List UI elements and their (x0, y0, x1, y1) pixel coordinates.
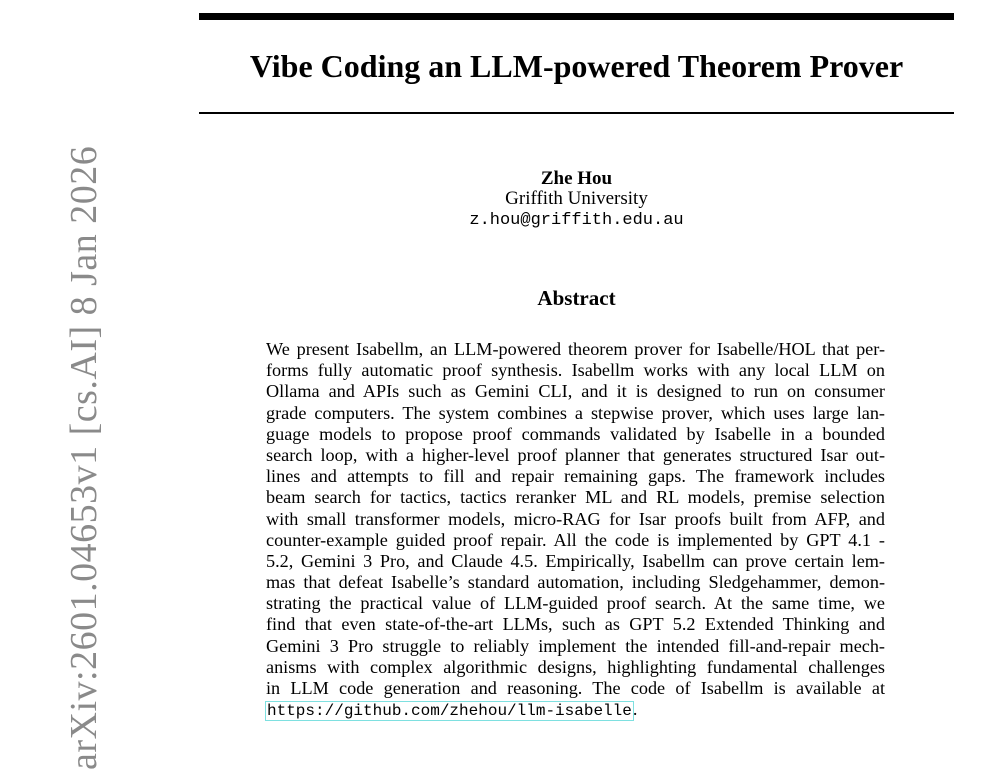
paper-title: Vibe Coding an LLM-powered Theorem Prover (249, 48, 904, 84)
abstract-line: in LLM code generation and reasoning. The code of Isabellm is available at (266, 678, 885, 698)
repo-link[interactable]: https://github.com/zhehou/llm-isabelle (267, 702, 632, 721)
arxiv-stamp (0, 0, 105, 770)
abstract-line: counter-example guided proof repair. All the code is implemented by GPT 4.1 - (266, 529, 885, 550)
abstract-line: find that even state-of-the-art LLMs, such as GPT 5.2 Extended Thinking and (266, 614, 885, 635)
abstract-line: anisms with complex algorithmic designs, highlighting fundamental challenges (266, 656, 885, 677)
abstract-line: Ollama and APIs such as Gemini CLI, and it is designed to run on consumer (266, 381, 885, 402)
abstract-line: strating the practical value of LLM-guided proof search. At the same time, we (266, 593, 885, 614)
abstract-line: with small transformer models, micro-RAG for Isar proofs built from AFP, and (266, 508, 885, 529)
title-top-rule (199, 13, 954, 20)
title-bottom-rule (199, 112, 954, 114)
abstract-line: 5.2, Gemini 3 Pro, and Claude 4.5. Empirically, Isabellm can prove certain lem- (266, 550, 885, 571)
abstract-line-last (266, 699, 885, 720)
abstract-line: grade computers. The system combines a stepwise prover, which uses large lan- (266, 402, 885, 423)
abstract-heading: Abstract (537, 286, 616, 310)
abstract-line: We present Isabellm, an LLM-powered theorem prover for Isabelle/HOL that per- (266, 339, 885, 359)
abstract-line: lines and attempts to fill and repair remaining gaps. The framework includes (266, 466, 885, 487)
arxiv-identifier: arXiv:2601.04653v1 [cs.AI] 8 Jan 2026 (63, 145, 105, 770)
author-name: Zhe Hou (540, 168, 613, 189)
abstract-line: search loop, with a higher-level proof planner that generates structured Isar out- (266, 444, 885, 465)
author-affiliation: Griffith University (505, 188, 648, 209)
abstract-body (266, 339, 885, 720)
abstract-line: forms fully automatic proof synthesis. Isabellm works with any local LLM on (266, 360, 885, 381)
abstract-line: mas that defeat Isabelle’s standard automation, including Sledgehammer, demon- (266, 572, 885, 593)
abstract-line: guage models to propose proof commands validated by Isabelle in a bounded (266, 423, 885, 444)
final-period: . (632, 699, 638, 720)
abstract-line: beam search for tactics, tactics reranker ML and RL models, premise selection (266, 487, 885, 508)
abstract-line: Gemini 3 Pro struggle to reliably implement the intended fill-and-repair mech- (266, 635, 885, 656)
author-email: z.hou@griffith.edu.au (469, 211, 684, 230)
